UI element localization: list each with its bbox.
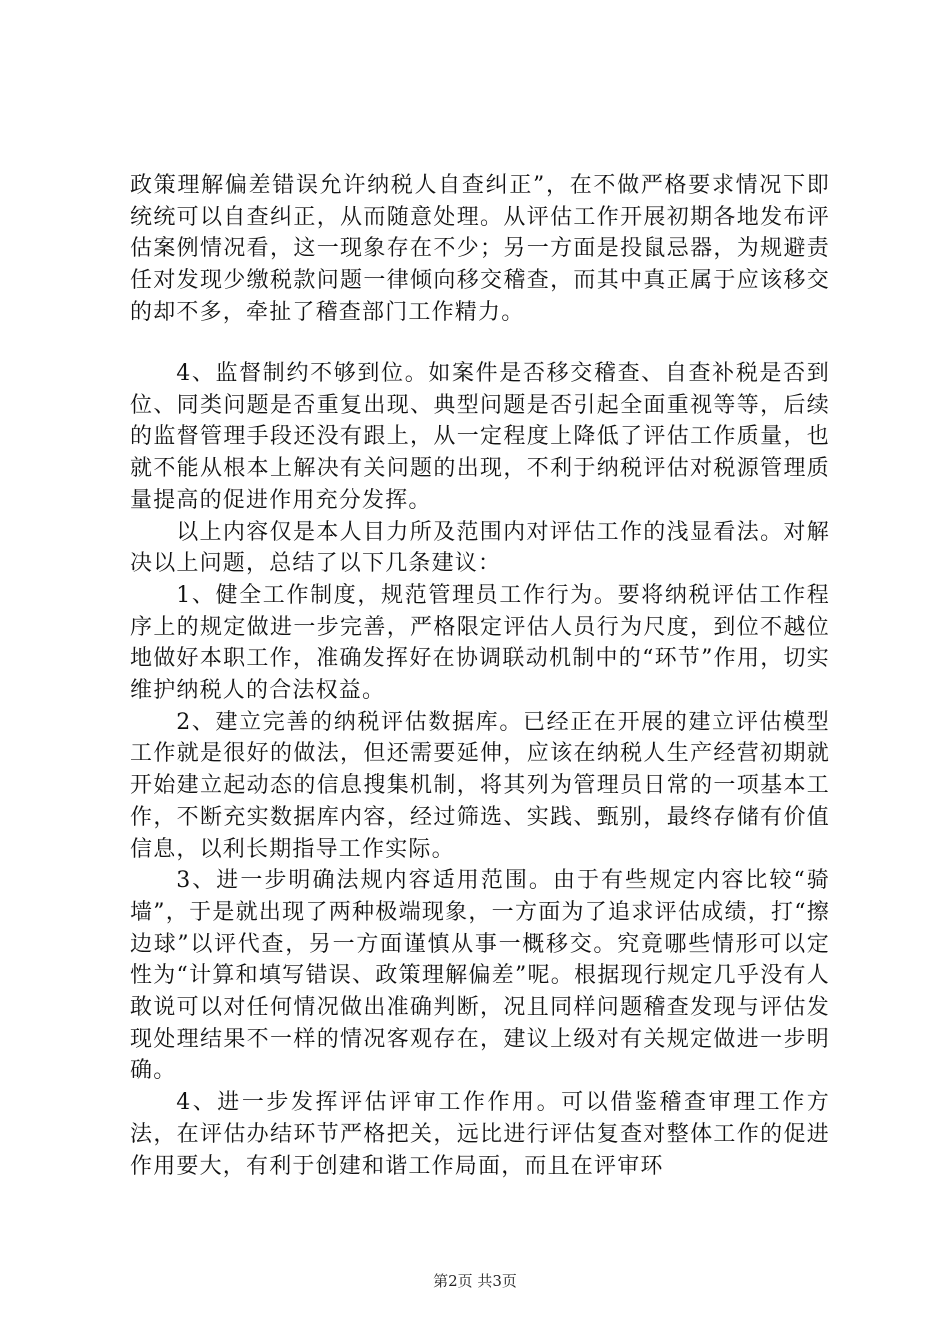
text-block-top [130, 170, 830, 329]
paragraph-supervision: 4、监督制约不够到位。如案件是否移交稽查、自查补税是否到位、同类问题是否重复出现、典型问题是否引起全面重视等等，后续的监督管理手段还没有跟上，从一定程度上降低了评估工作质量，也就不能从根本上解决有关问题的出现，不利于纳税评估对税源管理质量提高的促进作用充分发挥。 [130, 361, 830, 513]
paragraph-suggestion-3: 3、进一步明确法规内容适用范围。由于有些规定内容比较“骑墙”，于是就出现了两种极端现象，一方面为了追求评估成绩，打“擦边球”以评代查，另一方面谨慎从事一概移交。究竟哪些情形可以定性为“计算和填写错误、政策理解偏差”呢。根据现行规定几乎没有人敢说可以对任何情况做出准确判断，况且同样问题稽查发现与评估发现处理结果不一样的情况客观存在，建议上级对有关规定做进一步明确。 [130, 868, 830, 1084]
paragraph-continuation: 政策理解偏差错误允许纳税人自查纠正”，在不做严格要求情况下即统统可以自查纠正，从而随意处理。从评估工作开展初期各地发布评估案例情况看，这一现象存在不少；另一方面是投鼠忌器，为规避责任对发现少缴税款问题一律倾向移交稽查，而其中真正属于应该移交的却不多，牵扯了稽查部门工作精力。 [130, 173, 830, 325]
paragraph-suggestion-2: 2、建立完善的纳税评估数据库。已经正在开展的建立评估模型工作就是很好的做法，但还需要延伸，应该在纳税人生产经营初期就开始建立起动态的信息搜集机制，将其列为管理员日常的一项基本工作，不断充实数据库内容，经过筛选、实践、甄别，最终存储有价值信息，以利长期指导工作实际。 [130, 709, 830, 862]
page-footer: 第2页 共3页 [433, 1272, 517, 1290]
paragraph-suggestion-1: 1、健全工作制度，规范管理员工作行为。要将纳税评估工作程序上的规定做进一步完善，严格限定评估人员行为尺度，到位不越位地做好本职工作，准确发挥好在协调联动机制中的“环节”作用，切实维护纳税人的合法权益。 [130, 582, 830, 704]
paragraph-summary-intro: 以上内容仅是本人目力所及范围内对评估工作的浅显看法。对解决以上问题，总结了以下几条建议： [130, 519, 830, 577]
text-block-main [130, 358, 830, 1182]
paragraph-suggestion-4: 4、进一步发挥评估评审工作作用。可以借鉴稽查审理工作方法，在评估办结环节严格把关，远比进行评估复查对整体工作的促进作用要大，有利于创建和谐工作局面，而且在评审环 [130, 1090, 830, 1179]
